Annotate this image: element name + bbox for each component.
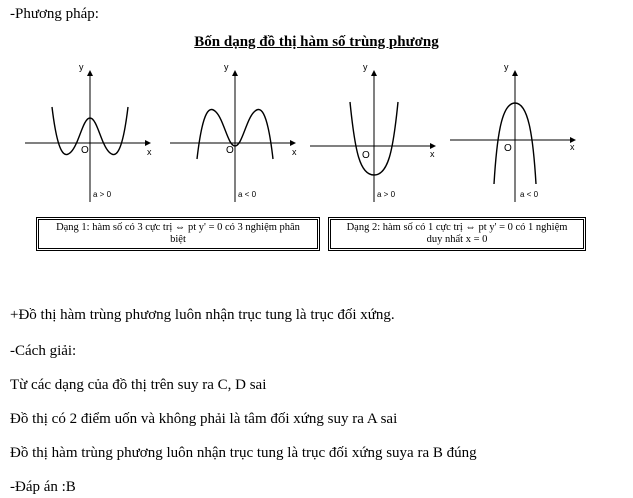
answer: -Đáp án :B [10,479,76,495]
x-axis-label: x [430,149,435,159]
case2-description-box [330,219,584,249]
sign-label: a < 0 [238,190,257,199]
graph-dang1-positive [25,62,165,202]
case2-line1: Dạng 2: hàm số có 1 cực trị ⇔ pt y' = 0 có 1 nghiệm [346,222,568,233]
sign-label: a < 0 [520,190,539,199]
figure-title: Bốn dạng đồ thị hàm số trùng phương [194,34,439,50]
y-axis-label: y [79,62,84,72]
graph-dang2-positive [310,62,450,202]
y-axis-label: y [363,62,368,72]
case1-description-box [38,219,318,249]
graph-dang2-negative [450,62,590,202]
solution-heading: -Cách giải: [10,343,77,359]
solution-step-3: Đồ thị hàm trùng phương luôn nhận trục tung là trục đối xứng suya ra B đúng [10,445,477,461]
graph-dang1-negative [170,62,310,202]
origin-label: O [504,143,512,154]
case2-line2: duy nhất x = 0 [426,234,488,245]
sign-label: a > 0 [93,190,112,199]
y-axis-label: y [224,62,229,72]
solution-step-1: Từ các dạng của đồ thị trên suy ra C, D sai [10,377,267,393]
method-heading: -Phương pháp: [10,6,99,22]
solution-step-2: Đồ thị có 2 điểm uốn và không phải là tâm đối xứng suy ra A sai [10,411,398,427]
case1-line2: biệt [170,234,186,245]
x-axis-label: x [292,147,297,157]
origin-label: O [362,150,370,161]
x-axis-label: x [570,142,575,152]
symmetry-note: +Đồ thị hàm trùng phương luôn nhận trục tung là trục đối xứng. [10,307,395,323]
origin-label: O [81,145,89,156]
sign-label: a > 0 [377,190,396,199]
case1-line1: Dạng 1: hàm số có 3 cực trị ⇔ pt y' = 0 có 3 nghiệm phân [56,222,300,233]
y-axis-label: y [504,62,509,72]
origin-label: O [226,145,234,156]
x-axis-label: x [147,147,152,157]
